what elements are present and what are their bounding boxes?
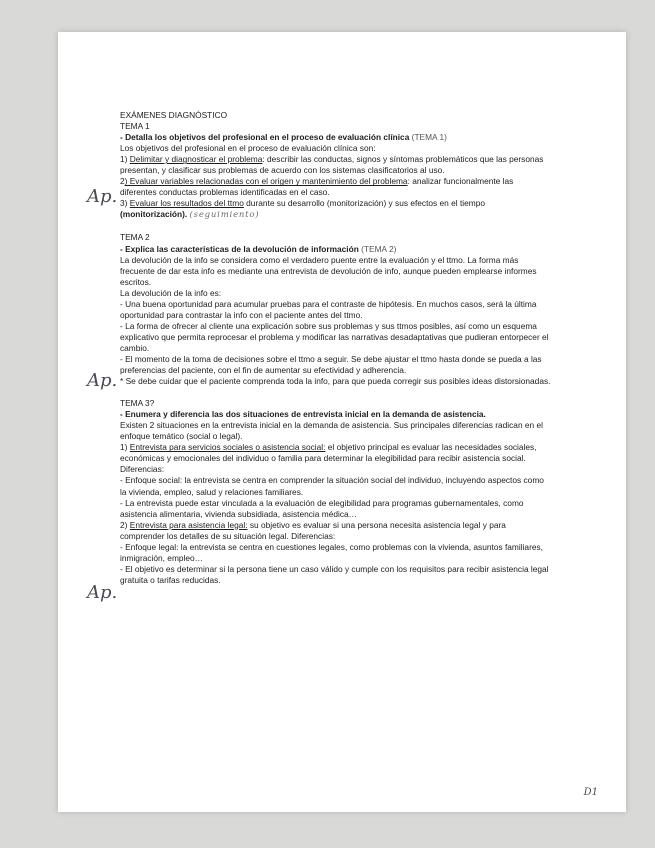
handwritten-ap-3: Ap.: [87, 582, 118, 603]
item-text: el objetivo principal es evaluar las necesidades sociales, económicas y emocionales del individuo o familia para determinar la elegibilidad para recibir asistencia social. Diferencias:: [120, 442, 537, 475]
section-2-paragraph-5: - El momento de la toma de decisiones sobre el ttmo a seguir. Se debe ajustar el ttmo hasta donde se pueda a las preferencias del paciente, con el fin de aumentar su efectividad y adherencia.: [120, 353, 542, 376]
section-2-paragraph-2: La devolución de la info es:: [120, 287, 222, 298]
document-header: EXÁMENES DIAGNÓSTICO: [120, 110, 228, 120]
section-1-item-2: [120, 176, 552, 198]
section-1-item-1: [120, 154, 552, 176]
section-2-label: TEMA 2: [120, 232, 150, 243]
section-3-paragraph-1: Existen 2 situaciones en la entrevista inicial en la demanda de asistencia. Sus principales diferencias radican en el enfoque temático (social o legal).: [120, 420, 543, 442]
item-text: : analizar funcionalmente las diferentes conductas problemas identificadas en el caso.: [120, 176, 514, 198]
section-3-item-1: [120, 442, 552, 475]
section-3-detail-1: - Enfoque social: la entrevista se centra en comprender la situación social del individuo, incluyendo aspectos como la vivienda, empleo, salud y relaciones familiares.: [120, 475, 544, 497]
section-3-detail-2: - La entrevista puede estar vinculada a la evaluación de elegibilidad para programas gubernamentales, como asistencia alimentaria, vivienda subsidiada, asistencia médica…: [120, 497, 524, 519]
section-1-item-3: [120, 198, 552, 221]
section-1-intro: Los objetivos del profesional en el proceso de evaluación clínica son:: [120, 143, 376, 154]
section-2-paragraph-3: - Una buena oportunidad para acumular pruebas para el contraste de hipótesis. En muchos casos, será la última oportunidad para contrastar la info con el paciente antes del ttmo.: [120, 298, 537, 320]
handwritten-seguimiento: (seguimiento): [189, 210, 260, 221]
section-3-item-2: [120, 520, 552, 542]
item-title: Entrevista para servicios sociales o asistencia social:: [129, 442, 326, 453]
section-3-label: TEMA 3?: [120, 398, 155, 409]
section-2-paragraph-4: - La forma de ofrecer al cliente una explicación sobre sus problemas y sus ttmos posibles, así como un esquema explicativo que permita reprocesar el problema y modificar las narrativas desadaptativas que pudieran entorpecer el cambio.: [120, 320, 549, 353]
section-3-detail-3: - Enfoque legal: la entrevista se centra en cuestiones legales, como problemas con la vivienda, asuntos familiares, inmigración, empleo…: [120, 541, 543, 563]
item-number: 2: [120, 176, 125, 187]
section-1-question-tag: (TEMA 1): [409, 132, 447, 143]
item-title: Delimitar y diagnosticar el problema: [129, 154, 263, 165]
section-3-detail-4: - El objetivo es determinar si la persona tiene un caso válido y cumple con los requisitos para recibir asistencia legal gratuita o tarifas reducidas.: [120, 563, 549, 585]
document-body: [120, 110, 552, 586]
item-title: ) Evaluar variables relacionadas con el origen y mantenimiento del problema: [124, 176, 408, 187]
section-2-paragraph-1: La devolución de la info se considera como el verdadero puente entre la evaluación y el ttmo. La forma más frecuente de dar esta info es mediante una entrevista de devolución de info, aunque pueden emplearse informes escritos.: [120, 254, 537, 287]
section-2-paragraph-6: * Se debe cuidar que el paciente comprenda toda la info, para que pueda corregir sus posibles ideas distorsionadas.: [120, 376, 551, 387]
item-title: Evaluar los resultados del ttmo: [129, 198, 244, 209]
section-2-question-tag: (TEMA 2): [358, 243, 397, 254]
item-title: Entrevista para asistencia legal:: [129, 519, 248, 530]
item-number: 1): [120, 442, 130, 453]
section-2-question: [120, 244, 552, 255]
section-1-question-text: - Detalla los objetivos del profesional en el proceso de evaluación clínica: [120, 132, 410, 143]
section-3-question: - Enumera y diferencia las dos situaciones de entrevista inicial en la demanda de asistencia.: [120, 409, 486, 420]
section-1-question: [120, 132, 552, 143]
item-number: 3): [120, 198, 130, 209]
page-number: D1: [583, 787, 598, 798]
item-number: 2): [120, 519, 130, 530]
item-text: : describir las conductas, signos y síntomas problemáticos que las personas presentan, y clasificar sus problemas de acuerdo con los sistemas clasificatorios al uso.: [120, 154, 544, 176]
item-number: 1): [120, 154, 130, 165]
section-2-question-text: - Explica las características de la devolución de información: [120, 243, 359, 254]
item-text: su objetivo es evaluar si una persona necesita asistencia legal y para comprender los detalles de su situación legal. Diferencias:: [120, 519, 506, 541]
item-bold-text: (monitorización).: [120, 209, 188, 220]
handwritten-ap-2: Ap.: [87, 370, 118, 391]
section-1-label: TEMA 1: [120, 121, 150, 132]
document-page: [58, 32, 626, 812]
item-text: durante su desarrollo (monitorización) y sus efectos en el tiempo: [243, 198, 486, 209]
handwritten-ap-1: Ap.: [87, 186, 118, 207]
